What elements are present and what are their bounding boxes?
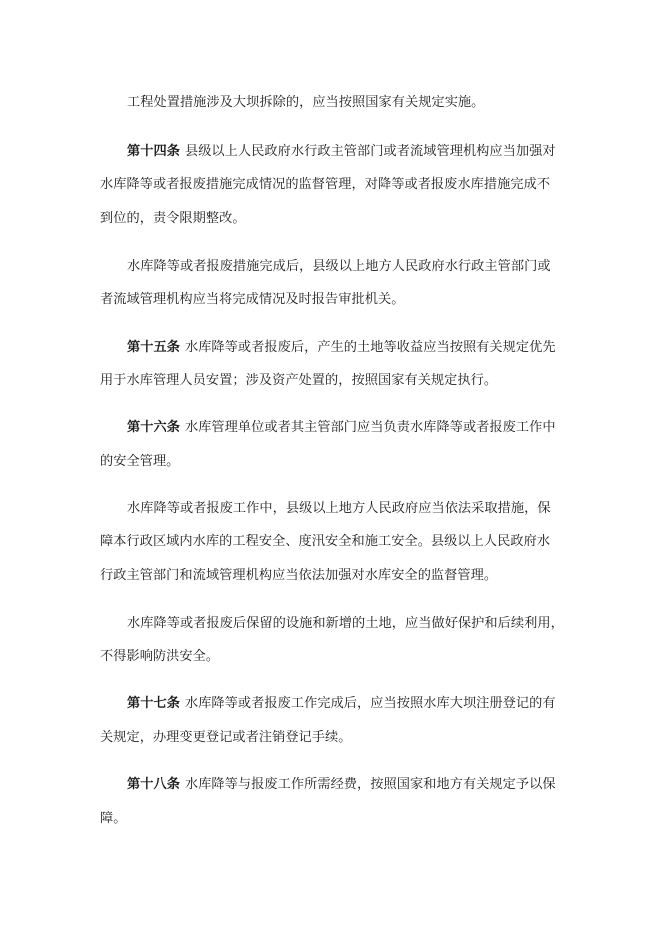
paragraph-line: 障。 [100, 811, 127, 826]
paragraph-line: 障本行政区域内水库的工程安全、度汛安全和施工安全。县级以上人民政府水 [100, 534, 551, 549]
paragraph-line: 水库降等或者报废措施完成后，县级以上地方人民政府水行政主管部门或 [127, 259, 551, 274]
paragraph-line: 行政主管部门和流域管理机构应当依法加强对水库安全的监督管理。 [100, 568, 498, 583]
paragraph-line: 水库降等或者报废措施完成情况的监督管理，对降等或者报废水库措施完成不 [100, 177, 551, 192]
paragraph-line: 第十七条 水库降等或者报废工作完成后，应当按照水库大坝注册登记的有 [127, 696, 556, 711]
article-number: 第十四条 [127, 144, 180, 159]
paragraph-line: 关规定，办理变更登记或者注销登记手续。 [100, 730, 352, 745]
paragraph-line: 到位的，责令限期整改。 [100, 211, 246, 226]
paragraph-line: 者流域管理机构应当将完成情况及时报告审批机关。 [100, 292, 405, 307]
paragraph-line: 第十五条 水库降等或者报废后，产生的土地等收益应当按照有关规定优先 [127, 340, 556, 355]
paragraph-line: 用于水库管理人员安置；涉及资产处置的，按照国家有关规定执行。 [100, 373, 498, 388]
paragraph-line: 第十四条 县级以上人民政府水行政主管部门或者流域管理机构应当加强对 [127, 144, 556, 159]
article-number: 第十七条 [127, 696, 180, 711]
paragraph-line: 的安全管理。 [100, 454, 180, 469]
article-number: 第十五条 [127, 340, 180, 355]
article-number: 第十八条 [127, 777, 180, 792]
paragraph-line: 不得影响防洪安全。 [100, 649, 220, 664]
paragraph-line: 水库降等或者报废后保留的设施和新增的土地，应当做好保护和后续利用， [127, 616, 564, 631]
paragraph-line: 工程处置措施涉及大坝拆除的，应当按照国家有关规定实施。 [127, 95, 485, 110]
article-number: 第十六条 [127, 420, 180, 435]
paragraph-line: 第十八条 水库降等与报废工作所需经费，按照国家和地方有关规定予以保 [127, 777, 556, 792]
paragraph-line: 水库降等或者报废工作中，县级以上地方人民政府应当依法采取措施，保 [127, 501, 551, 516]
paragraph-line: 第十六条 水库管理单位或者其主管部门应当负责水库降等或者报废工作中 [127, 420, 556, 435]
